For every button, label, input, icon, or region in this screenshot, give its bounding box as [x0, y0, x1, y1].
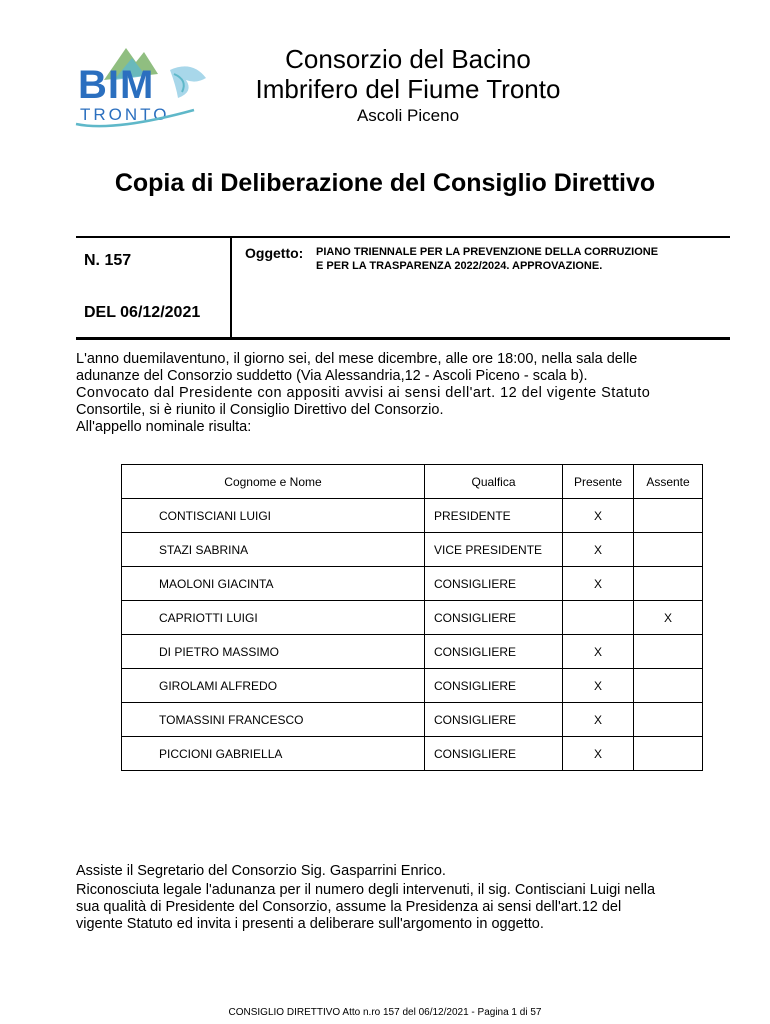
intro-line: All'appello nominale risulta:	[76, 419, 252, 435]
record-bottom-rule	[76, 337, 730, 340]
member-present: X	[563, 567, 634, 601]
member-present: X	[563, 635, 634, 669]
logo-graphic	[74, 40, 220, 135]
intro-line: L'anno duemilaventuno, il giorno sei, del mese dicembre, alle ore 18:00, nella sala delle	[76, 351, 638, 367]
subject-label: Oggetto:	[245, 245, 304, 261]
member-absent	[634, 635, 703, 669]
member-present: X	[563, 737, 634, 771]
table-row	[122, 737, 703, 771]
logo-text-main: BIM	[78, 63, 155, 107]
member-absent: X	[634, 601, 703, 635]
member-absent	[634, 567, 703, 601]
org-city: Ascoli Piceno	[356, 106, 460, 125]
table-row	[122, 601, 703, 635]
member-absent	[634, 703, 703, 737]
member-absent	[634, 737, 703, 771]
document-title: Copia di Deliberazione del Consiglio Direttivo	[114, 169, 656, 197]
table-row	[122, 669, 703, 703]
table-row	[122, 635, 703, 669]
member-name: CONTISCIANI LUIGI	[122, 499, 425, 533]
header-present: Presente	[563, 465, 634, 499]
member-name: CAPRIOTTI LUIGI	[122, 601, 425, 635]
member-present	[563, 601, 634, 635]
member-name: GIROLAMI ALFREDO	[122, 669, 425, 703]
attendance-table	[121, 464, 703, 771]
header-absent: Assente	[634, 465, 703, 499]
closing-line: Assiste il Segretario del Consorzio Sig. Gasparrini Enrico.	[76, 863, 446, 879]
member-role: PRESIDENTE	[425, 499, 563, 533]
header-role: Qualfica	[425, 465, 563, 499]
attendance-header-row	[122, 465, 703, 499]
member-name: TOMASSINI FRANCESCO	[122, 703, 425, 737]
table-row	[122, 533, 703, 567]
page-footer: CONSIGLIO DIRETTIVO Atto n.ro 157 del 06/12/2021 - Pagina 1 di 57	[228, 1007, 542, 1018]
table-row	[122, 499, 703, 533]
intro-line: adunanze del Consorzio suddetto (Via Alessandria,12 - Ascoli Piceno - scala b).	[76, 368, 588, 384]
org-name-line1: Consorzio del Bacino	[285, 44, 531, 74]
member-absent	[634, 533, 703, 567]
logo-text-sub: TRONTO	[80, 105, 170, 124]
member-role: CONSIGLIERE	[425, 669, 563, 703]
member-role: VICE PRESIDENTE	[425, 533, 563, 567]
header-name: Cognome e Nome	[122, 465, 425, 499]
subject-line-2: E PER LA TRASPARENZA 2022/2024. APPROVAZIONE.	[316, 260, 603, 272]
deliberation-date: DEL 06/12/2021	[84, 304, 201, 321]
member-name: DI PIETRO MASSIMO	[122, 635, 425, 669]
member-absent	[634, 499, 703, 533]
member-role: CONSIGLIERE	[425, 635, 563, 669]
member-present: X	[563, 703, 634, 737]
closing-line: sua qualità di Presidente del Consorzio, assume la Presidenza ai sensi dell'art.12 del	[76, 899, 622, 915]
member-role: CONSIGLIERE	[425, 567, 563, 601]
intro-line: Convocato dal Presidente con appositi avvisi ai sensi dell'art. 12 del vigente Statuto	[76, 385, 651, 401]
member-present: X	[563, 669, 634, 703]
member-role: CONSIGLIERE	[425, 601, 563, 635]
member-name: STAZI SABRINA	[122, 533, 425, 567]
table-row	[122, 703, 703, 737]
member-present: X	[563, 533, 634, 567]
closing-line: vigente Statuto ed invita i presenti a deliberare sull'argomento in oggetto.	[76, 916, 544, 932]
record-divider	[230, 236, 232, 339]
closing-line: Riconosciuta legale l'adunanza per il numero degli intervenuti, il sig. Contisciani Luigi nella	[76, 882, 656, 898]
member-name: MAOLONI GIACINTA	[122, 567, 425, 601]
member-absent	[634, 669, 703, 703]
deliberation-number: N. 157	[84, 252, 132, 269]
member-role: CONSIGLIERE	[425, 737, 563, 771]
record-top-rule	[76, 236, 730, 238]
intro-line: Consortile, si è riunito il Consiglio Direttivo del Consorzio.	[76, 402, 444, 418]
subject-line-1: PIANO TRIENNALE PER LA PREVENZIONE DELLA CORRUZIONE	[316, 246, 659, 258]
member-role: CONSIGLIERE	[425, 703, 563, 737]
table-row	[122, 567, 703, 601]
bim-tronto-logo	[74, 40, 220, 135]
member-present: X	[563, 499, 634, 533]
org-name-line2: Imbrifero del Fiume Tronto	[255, 74, 561, 104]
member-name: PICCIONI GABRIELLA	[122, 737, 425, 771]
